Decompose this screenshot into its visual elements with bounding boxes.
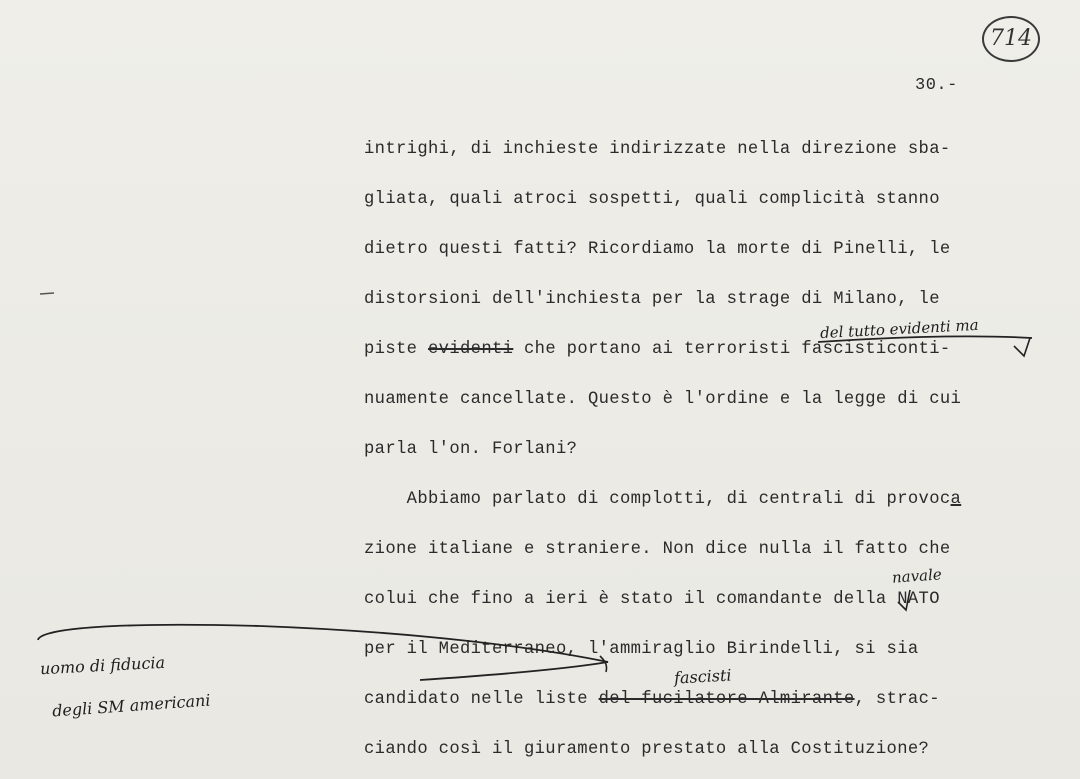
handwritten-insert-fascisti: fascisti: [673, 665, 732, 688]
handwritten-insert-evidenti: del tutto evidenti ma: [819, 315, 980, 343]
text-line-3: dietro questi fatti? Ricordiamo la morte di Pinelli, le: [364, 240, 951, 259]
text-line-6: nuamente cancellate. Questo è l'ordine e la legge di cui: [364, 390, 962, 409]
struck-phrase-almirante: del fucilatore Almirante: [598, 690, 855, 709]
text-line-4: distorsioni dell'inchiesta per la strage di Milano, le: [364, 290, 940, 309]
text-line-12-part-b: , strac-: [854, 690, 940, 709]
text-line-8-part-a: Abbiamo parlato di complotti, di centrali di provoc: [364, 490, 951, 509]
text-line-12-part-a: candidato nelle liste: [364, 690, 599, 709]
margin-note-line-1: uomo di fiducia: [39, 652, 166, 679]
text-line-1: intrighi, di inchieste indirizzate nella direzione sba-: [364, 140, 951, 159]
text-line-11: per il Mediterraneo, l'ammiraglio Birindelli, si sia: [364, 640, 919, 659]
text-line-5-part-a: piste: [364, 340, 428, 359]
archive-stamp: 714: [982, 16, 1040, 62]
margin-note-line-2: degli SM americani: [51, 690, 212, 721]
text-line-5-part-c: conti-: [886, 340, 951, 359]
text-line-2: gliata, quali atroci sospetti, quali complicità stanno: [364, 190, 940, 209]
underlined-letter: a: [950, 490, 962, 509]
text-line-7: parla l'on. Forlani?: [364, 440, 578, 459]
text-line-5-part-b: che portano ai terroristi fascisti: [513, 340, 887, 359]
page-number: 30.-: [915, 76, 958, 95]
text-line-9: zione italiane e straniere. Non dice nulla il fatto che: [364, 540, 951, 559]
text-line-13: ciando così il giuramento prestato alla Costituzione?: [364, 740, 930, 759]
handwritten-insert-navale: navale: [891, 565, 943, 587]
text-line-10: colui che fino a ieri è stato il comandante della NATO: [364, 590, 940, 609]
struck-word-evidenti: evidenti: [428, 340, 514, 359]
